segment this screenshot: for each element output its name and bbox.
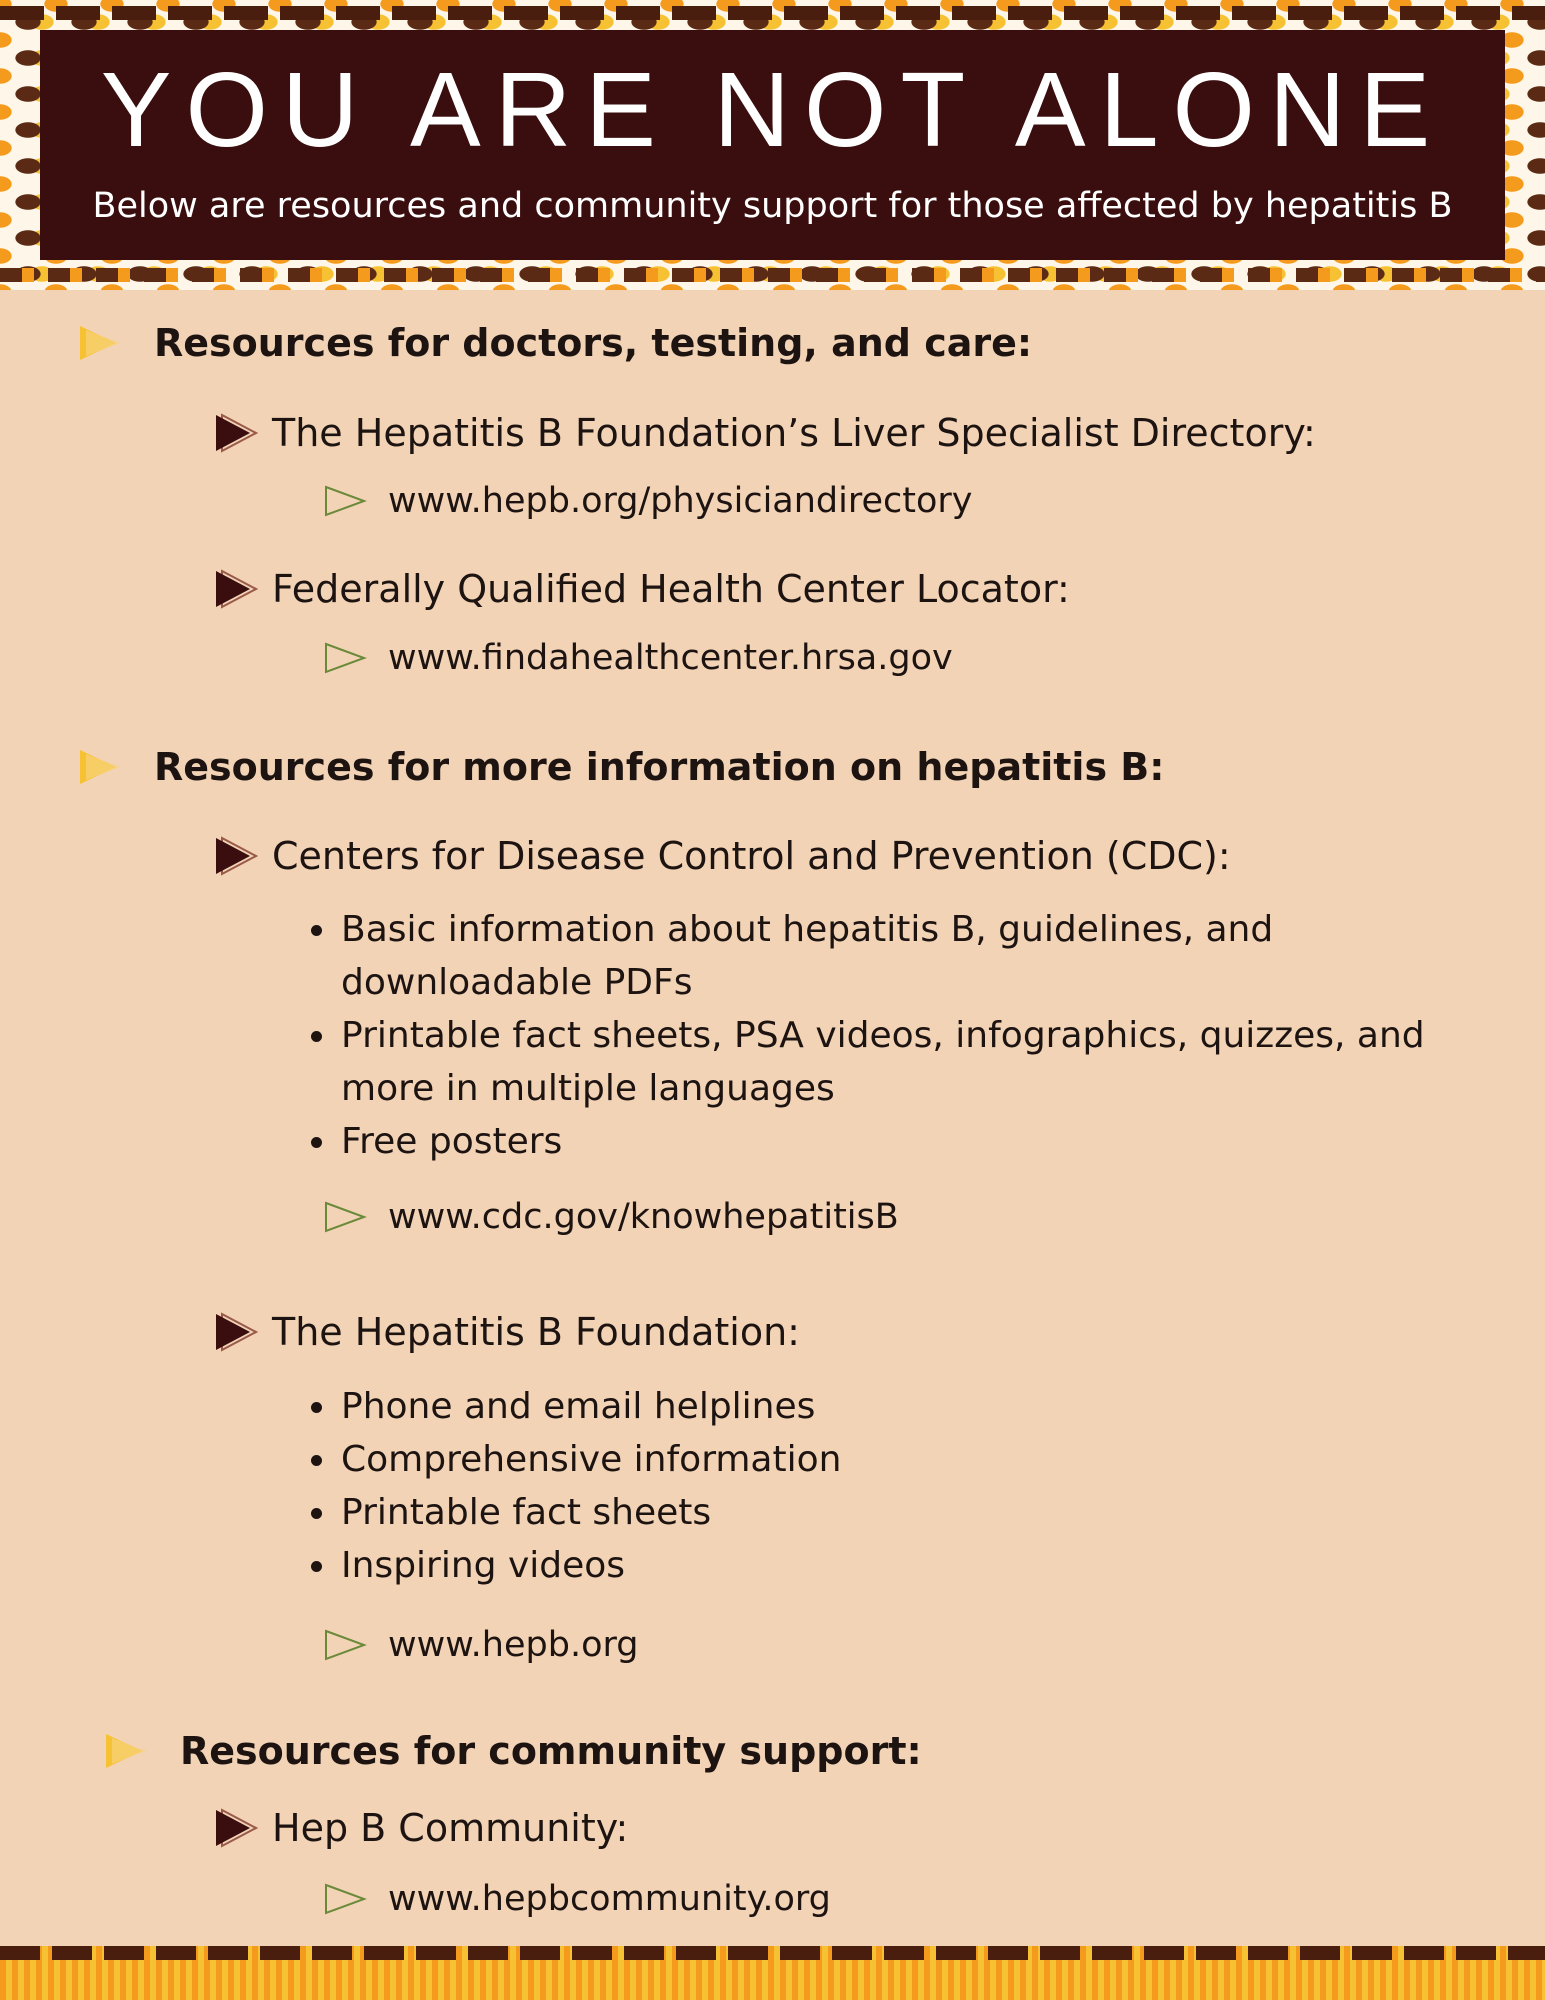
cdc-bullet-list [295,903,1459,1168]
play-arrow-icon [78,322,120,364]
section-heading-text: Resources for community support: [180,1729,922,1773]
resource-link-row [324,1196,899,1238]
list-item: • Free posters [339,1115,1459,1168]
decorative-bottom-band [0,1946,1545,2000]
resource-item-fqhc-locator [214,566,1070,612]
resource-link[interactable]: www.hepb.org/physiciandirectory [388,481,973,521]
resource-link[interactable]: www.hepb.org [388,1625,639,1665]
list-item: • Printable fact sheets [339,1486,1459,1539]
resource-item-cdc [214,833,1231,879]
resource-link-row [324,480,973,522]
resource-name: Federally Qualified Health Center Locator: [272,567,1070,611]
resource-link-row [324,1878,831,1920]
outline-arrow-icon [324,642,368,674]
resource-link-row [324,1624,638,1666]
resource-name: Hep B Community: [272,1806,629,1850]
resource-link[interactable]: www.findahealthcenter.hrsa.gov [388,638,953,678]
list-item: • Inspiring videos [339,1539,1459,1592]
resource-name: The Hepatitis B Foundation’s Liver Specialist Directory: [272,411,1316,455]
play-arrow-icon [214,834,258,878]
list-item: • Printable fact sheets, PSA videos, infographics, quizzes, and more in multiple languages [339,1009,1459,1115]
page-title: YOU ARE NOT ALONE [100,51,1445,169]
play-arrow-icon [214,1310,258,1354]
play-arrow-icon [104,1730,146,1772]
outline-arrow-icon [324,1629,368,1661]
play-arrow-icon [214,567,258,611]
outline-arrow-icon [324,485,368,517]
page-subtitle: Below are resources and community support for those affected by hepatitis B [92,186,1453,226]
section-heading-doctors [78,320,1032,366]
resource-name: The Hepatitis B Foundation: [272,1310,800,1354]
section-heading-information [78,744,1164,790]
outline-arrow-icon [324,1201,368,1233]
hepb-foundation-bullet-list [295,1380,1459,1592]
section-heading-text: Resources for more information on hepatitis B: [154,745,1165,789]
resource-item-hepb-foundation [214,1309,800,1355]
play-arrow-icon [214,411,258,455]
resource-item-hepb-community [214,1805,628,1851]
outline-arrow-icon [324,1883,368,1915]
resource-link[interactable]: www.cdc.gov/knowhepatitisB [388,1197,899,1237]
play-arrow-icon [78,746,120,788]
play-arrow-icon [214,1806,258,1850]
resource-name: Centers for Disease Control and Prevention (CDC): [272,834,1231,878]
section-heading-text: Resources for doctors, testing, and care: [154,321,1033,365]
resource-item-liver-directory [214,410,1316,456]
section-heading-community [104,1728,922,1774]
resource-link[interactable]: www.hepbcommunity.org [388,1879,831,1919]
list-item: • Phone and email helplines [339,1380,1459,1433]
list-item: • Comprehensive information [339,1433,1459,1486]
resource-link-row [324,637,953,679]
list-item: • Basic information about hepatitis B, guidelines, and downloadable PDFs [339,903,1459,1009]
